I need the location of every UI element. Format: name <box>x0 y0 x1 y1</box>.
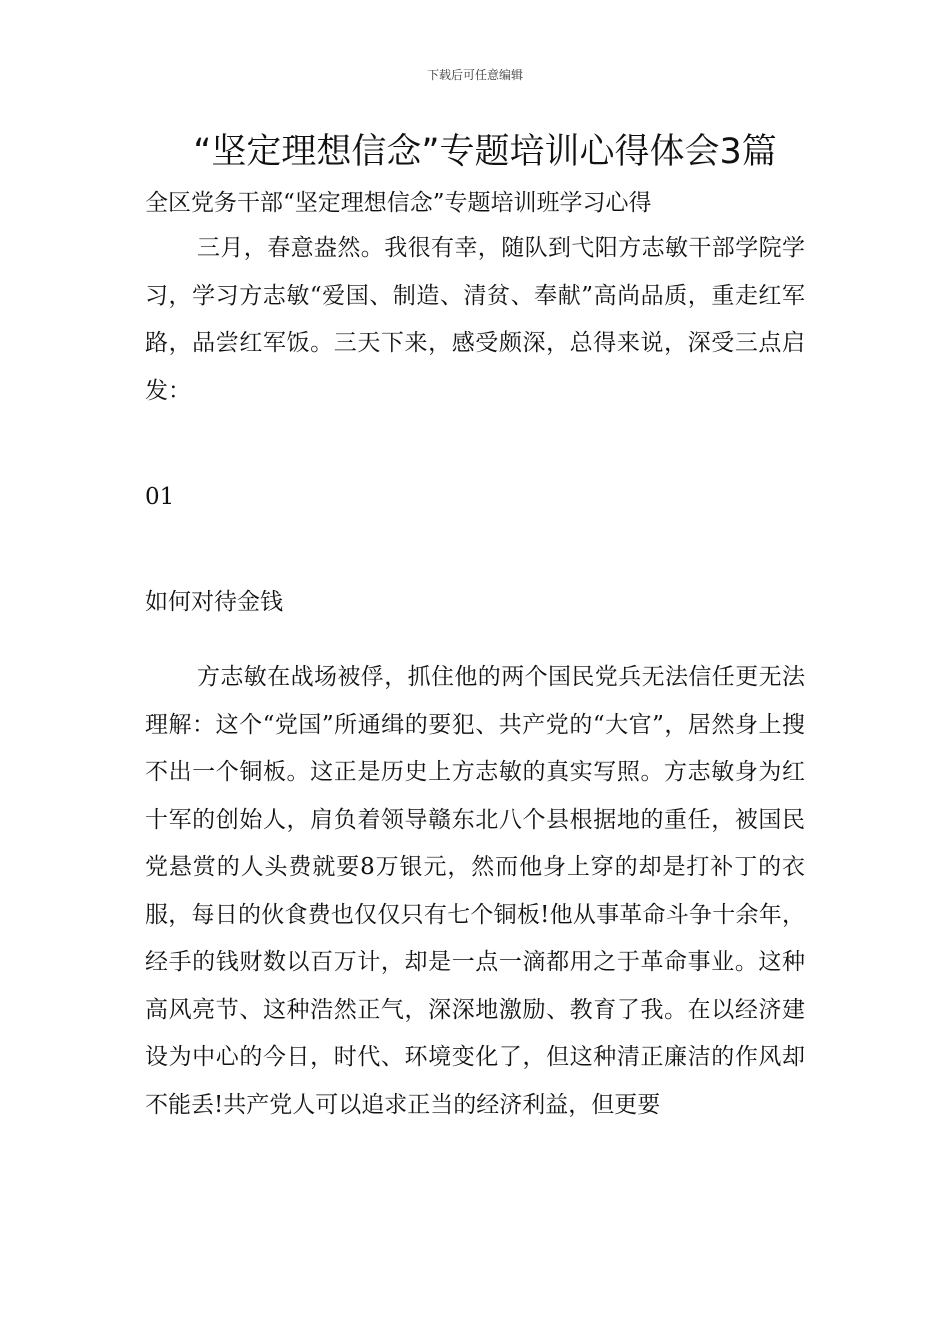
intro-paragraph: 三月，春意盎然。我很有幸，随队到弋阳方志敏干部学院学习，学习方志敏“爱国、制造、清贫、奉献”高尚品质，重走红军路，品尝红军饭。三天下来，感受颇深，总得来说，深受三点启发： <box>145 235 805 404</box>
section-paragraph: 方志敏在战场被俘，抓住他的两个国民党兵无法信任更无法理解：这个“党国”所通缉的要犯、共产党的“大官”，居然身上搜不出一个铜板。这正是历史上方志敏的真实写照。方志敏身为红十军的创始人，肩负着领导赣东北八个县根据地的重任，被国民党悬赏的人头费就要8万银元，然而他身上穿的却是打补丁的衣服，每日的伙食费也仅仅只有七个铜板!他从事革命斗争十余年，经手的钱财数以百万计，却是一点一滴都用之于革命事业。这种高风亮节、这种浩然正气，深深地激励、教育了我。在以经济建设为中心的今日，时代、环境变化了，但这种清正廉洁的作风却不能丢!共产党人可以追求正当的经济利益，但更要 <box>145 664 805 1118</box>
document-subtitle: 全区党务干部“坚定理想信念”专题培训班学习心得 <box>145 190 652 216</box>
section-number: 01 <box>145 484 175 510</box>
header-note: 下载后可任意编辑 <box>426 68 523 82</box>
document-title: “坚定理想信念”专题培训心得体会3篇 <box>193 132 777 172</box>
section-heading: 如何对待金钱 <box>145 589 283 615</box>
